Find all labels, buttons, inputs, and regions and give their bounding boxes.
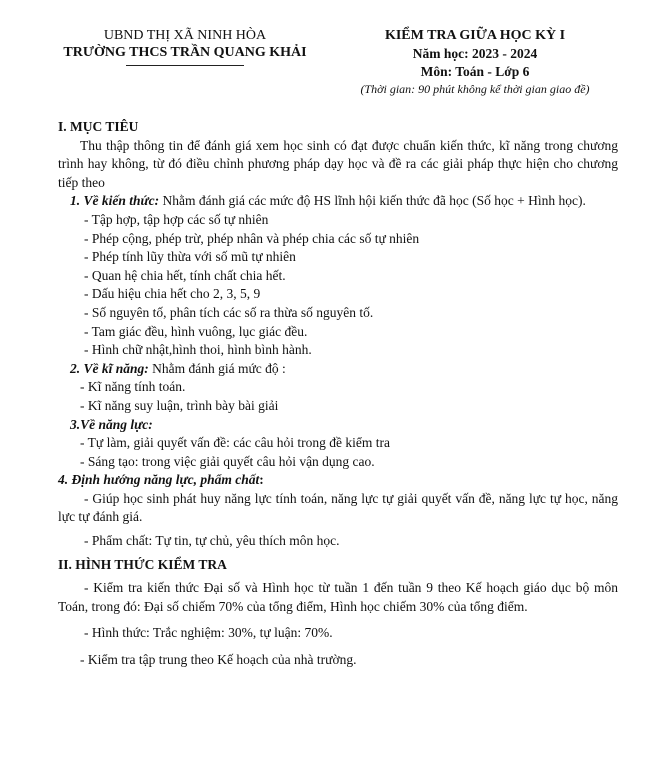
section-title-format: II. HÌNH THỨC KIỂM TRA <box>58 556 227 572</box>
knowledge-item: - Tam giác đều, hình vuông, lục giác đều. <box>84 323 308 339</box>
header-left <box>50 27 320 66</box>
orientation-colon: : <box>259 472 264 488</box>
subject: Môn: Toán - Lớp 6 <box>420 64 530 79</box>
competence-item: - Tự làm, giải quyết vấn đề: các câu hỏi trong đề kiểm tra <box>80 435 390 451</box>
knowledge-item: - Dấu hiệu chia hết cho 2, 3, 5, 9 <box>84 286 261 302</box>
skills-item: - Kĩ năng tính toán. <box>80 379 186 395</box>
orientation-item: - Giúp học sinh phát huy năng lực tính toán, năng lực tự giải quyết vấn đề, năng lực tự học, năng lực tự đánh giá. <box>58 490 618 525</box>
knowledge-item: - Phép tính lũy thừa với số mũ tự nhiên <box>84 249 296 265</box>
knowledge-item: - Hình chữ nhật,hình thoi, hình bình hành. <box>84 342 312 358</box>
competence-item: - Sáng tạo: trong việc giải quyết câu hỏi vận dụng cao. <box>80 453 375 469</box>
section-title-objectives: I. MỤC TIÊU <box>58 119 139 134</box>
skills-heading <box>58 360 618 379</box>
school-name: TRƯỜNG THCS TRẦN QUANG KHẢI <box>63 45 307 60</box>
header-right <box>330 27 620 98</box>
skills-text: Nhằm đánh giá mức độ : <box>148 360 286 376</box>
skills-label: 2. Về kĩ năng: <box>70 360 149 376</box>
knowledge-item: - Phép cộng, phép trừ, phép nhân và phép chia các số tự nhiên <box>84 230 420 246</box>
knowledge-item: - Tập hợp, tập hợp các số tự nhiên <box>84 211 269 227</box>
document-body <box>58 118 618 670</box>
knowledge-item: - Quan hệ chia hết, tính chất chia hết. <box>84 267 286 283</box>
school-underline <box>126 65 244 66</box>
competence-label: 3.Về năng lực: <box>70 416 153 432</box>
org-name: UBND THỊ XÃ NINH HÒA <box>103 28 267 43</box>
objectives-intro: Thu thập thông tin để đánh giá xem học sinh có đạt được chuẩn kiến thức, kĩ năng trong chương trình hay không, từ đó điều chỉnh phương pháp dạy học và đề ra các giải pháp thực hiện cho chương tiếp theo <box>58 137 618 190</box>
knowledge-label: 1. Về kiến thức: <box>70 193 160 209</box>
knowledge-text: Nhằm đánh giá các mức độ HS lĩnh hội kiến thức đã học (Số học + Hình học). <box>159 193 586 209</box>
knowledge-heading <box>58 192 618 211</box>
knowledge-item: - Số nguyên tố, phân tích các số ra thừa số nguyên tố. <box>84 304 374 320</box>
orientation-label: 4. Định hướng năng lực, phẩm chất <box>58 472 260 488</box>
competence-heading <box>58 416 618 435</box>
format-item: - Kiểm tra kiến thức Đại số và Hình học từ tuần 1 đến tuần 9 theo Kế hoạch giáo dục bộ môn Toán, trong đó: Đại số chiếm 70% của tổng điểm, Hình học chiếm 30% của tổng điểm. <box>58 580 618 614</box>
school-year: Năm học: 2023 - 2024 <box>412 46 538 61</box>
orientation-item: - Phẩm chất: Tự tin, tự chủ, yêu thích môn học. <box>84 533 340 549</box>
format-item: - Kiểm tra tập trung theo Kế hoạch của nhà trường. <box>80 652 357 668</box>
orientation-heading <box>58 471 618 490</box>
duration: (Thời gian: 90 phút không kể thời gian giao đề) <box>360 82 590 96</box>
skills-item: - Kĩ năng suy luận, trình bày bài giải <box>80 397 279 413</box>
format-item: - Hình thức: Trắc nghiệm: 30%, tự luận: 70%. <box>84 625 333 641</box>
exam-title: KIỂM TRA GIỮA HỌC KỲ I <box>384 28 566 43</box>
